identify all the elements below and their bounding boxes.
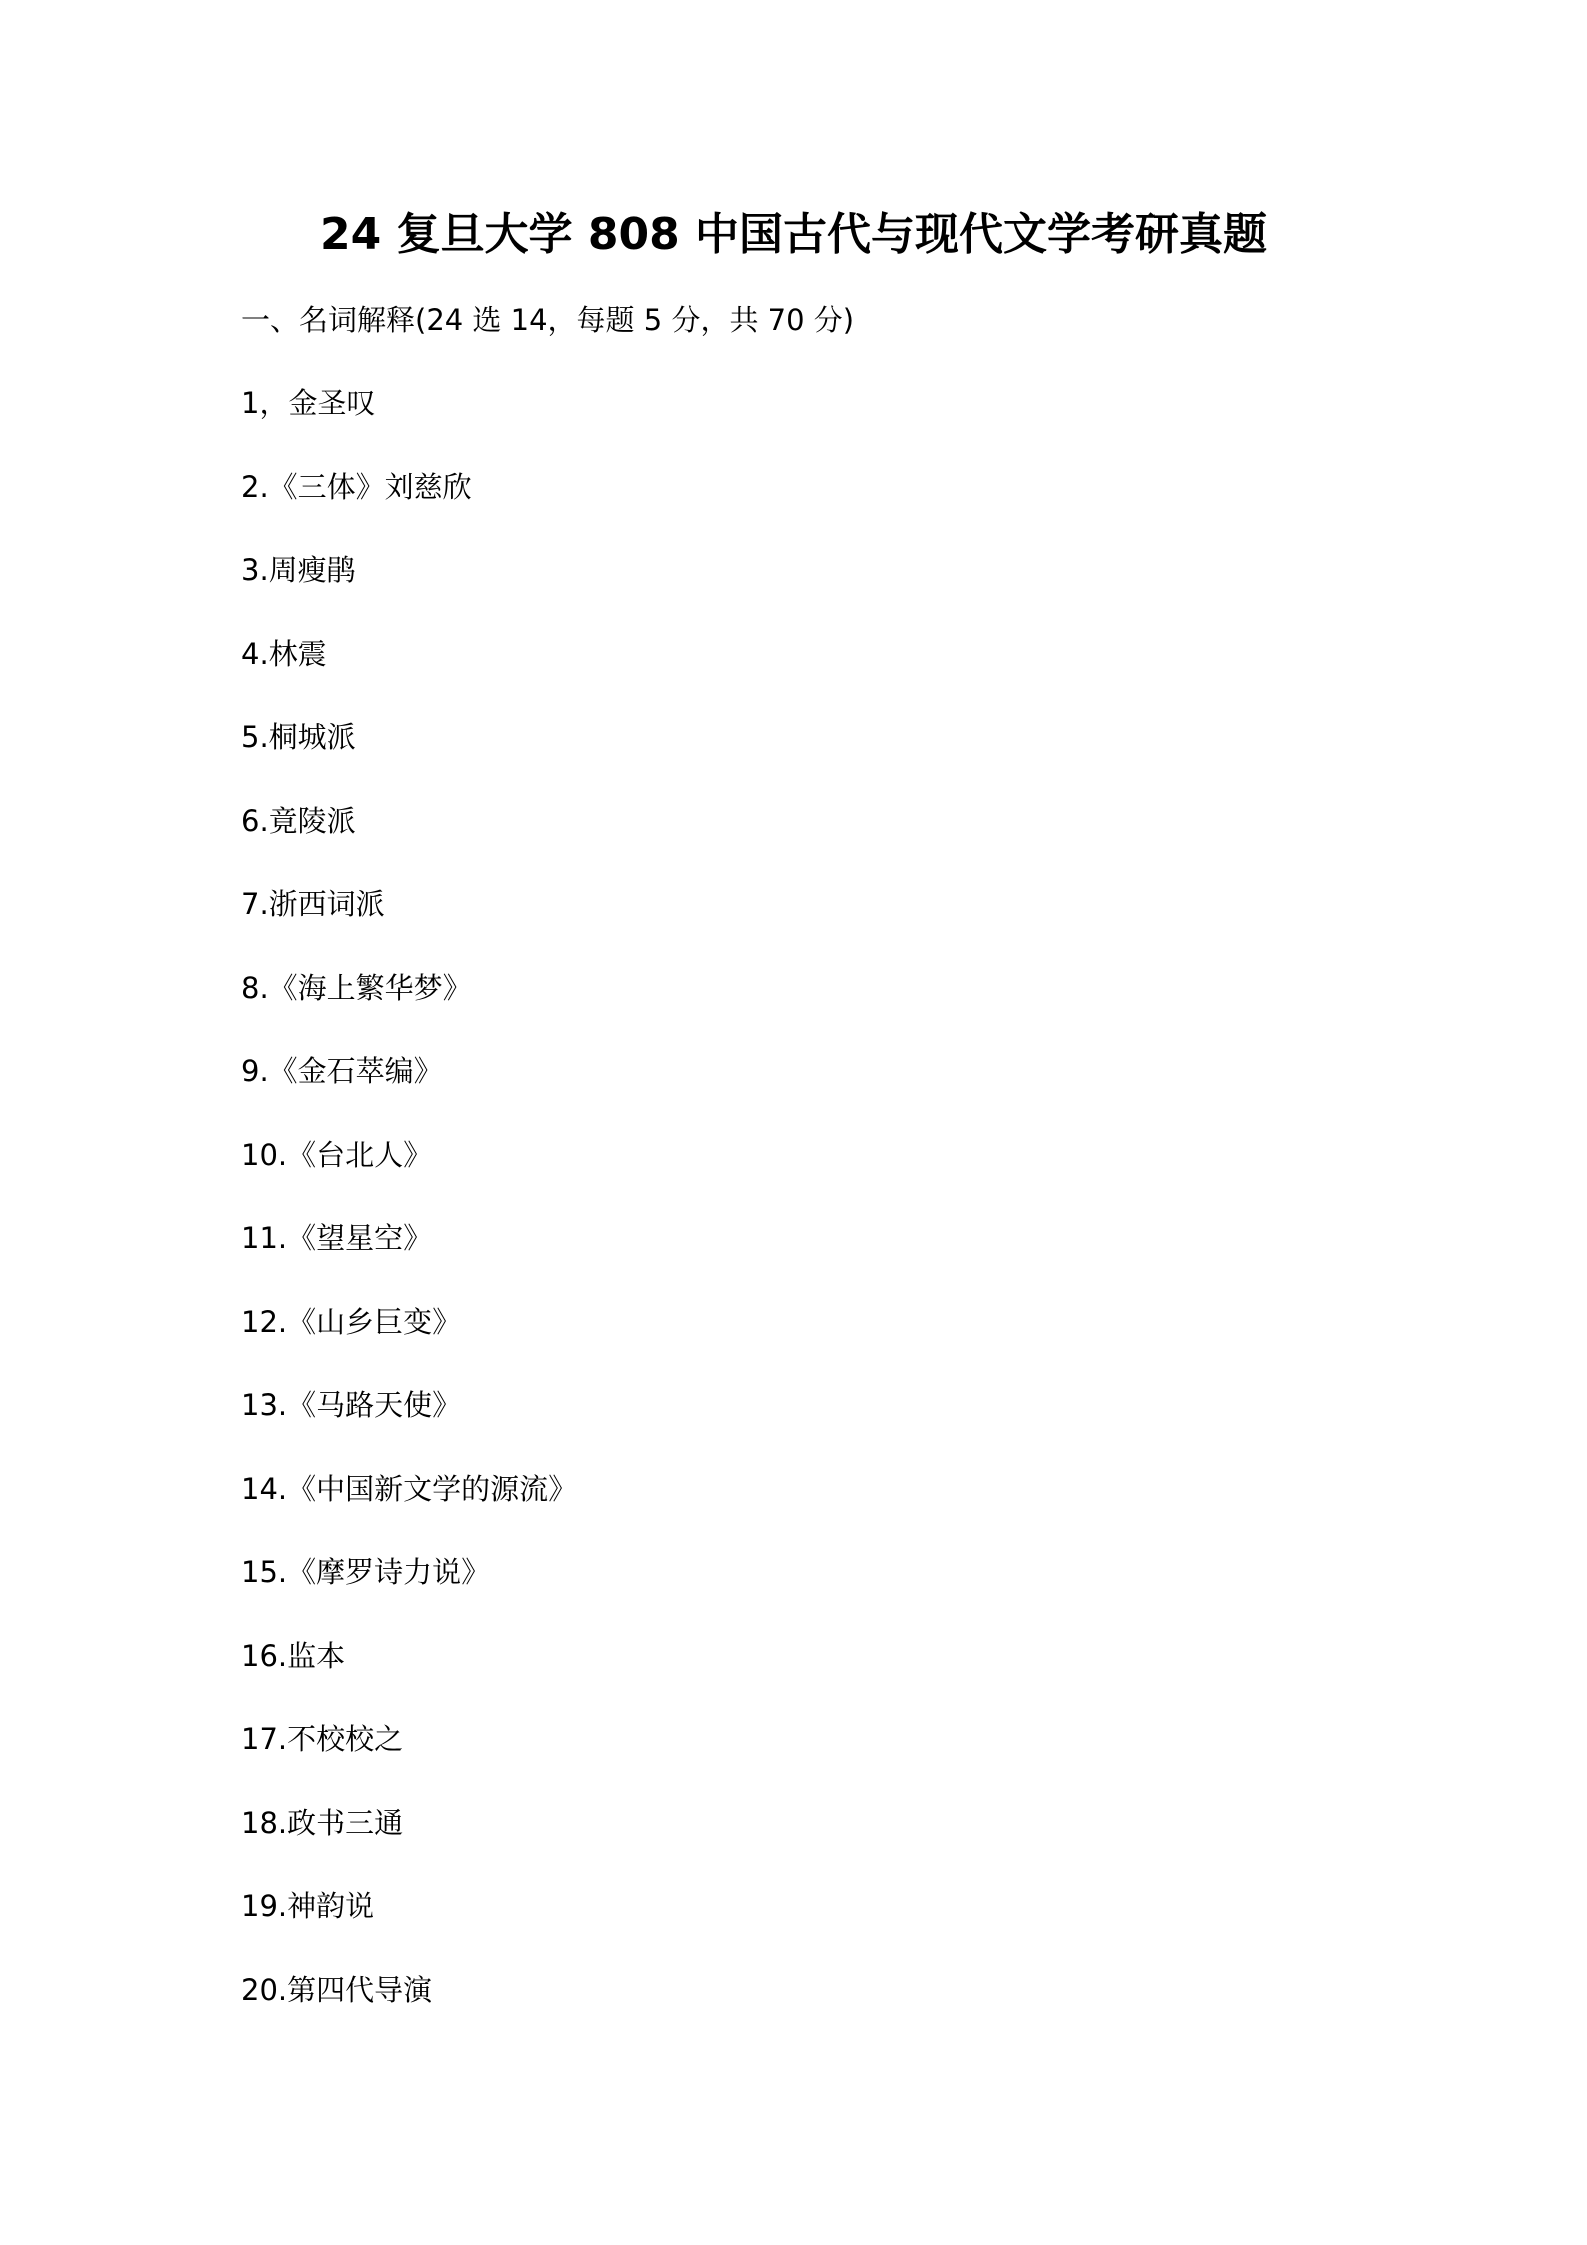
list-item: 18.政书三通 <box>241 1805 404 1840</box>
list-item: 5.桐城派 <box>241 720 356 754</box>
list-item: 3.周瘦鹃 <box>241 553 356 587</box>
section-heading: 一、名词解释(24 选 14，每题 5 分，共 70 分) <box>241 303 855 337</box>
list-item: 2.《三体》刘慈欣 <box>241 469 472 504</box>
list-item: 13.《马路天使》 <box>241 1388 462 1422</box>
list-item: 9.《金石萃编》 <box>241 1054 443 1088</box>
list-item: 20.第四代导演 <box>241 1972 433 2007</box>
list-item: 17.不校校之 <box>241 1722 404 1756</box>
list-item: 15.《摩罗诗力说》 <box>241 1555 491 1589</box>
list-item: 4.林震 <box>241 636 327 671</box>
list-item: 6.竟陵派 <box>241 803 356 838</box>
list-item: 11.《望星空》 <box>241 1221 433 1255</box>
list-item: 10.《台北人》 <box>241 1137 433 1172</box>
list-item: 1，金圣叹 <box>241 386 376 420</box>
page-title: 24 复旦大学 808 中国古代与现代文学考研真题 <box>319 209 1268 260</box>
list-item: 12.《山乡巨变》 <box>241 1304 462 1339</box>
list-item: 19.神韵说 <box>241 1889 375 1923</box>
list-item: 14.《中国新文学的源流》 <box>241 1471 578 1506</box>
list-item: 7.浙西词派 <box>241 887 385 921</box>
term-list <box>241 383 577 2053</box>
list-item: 16.监本 <box>241 1638 346 1673</box>
list-item: 8.《海上繁华梦》 <box>241 970 472 1005</box>
